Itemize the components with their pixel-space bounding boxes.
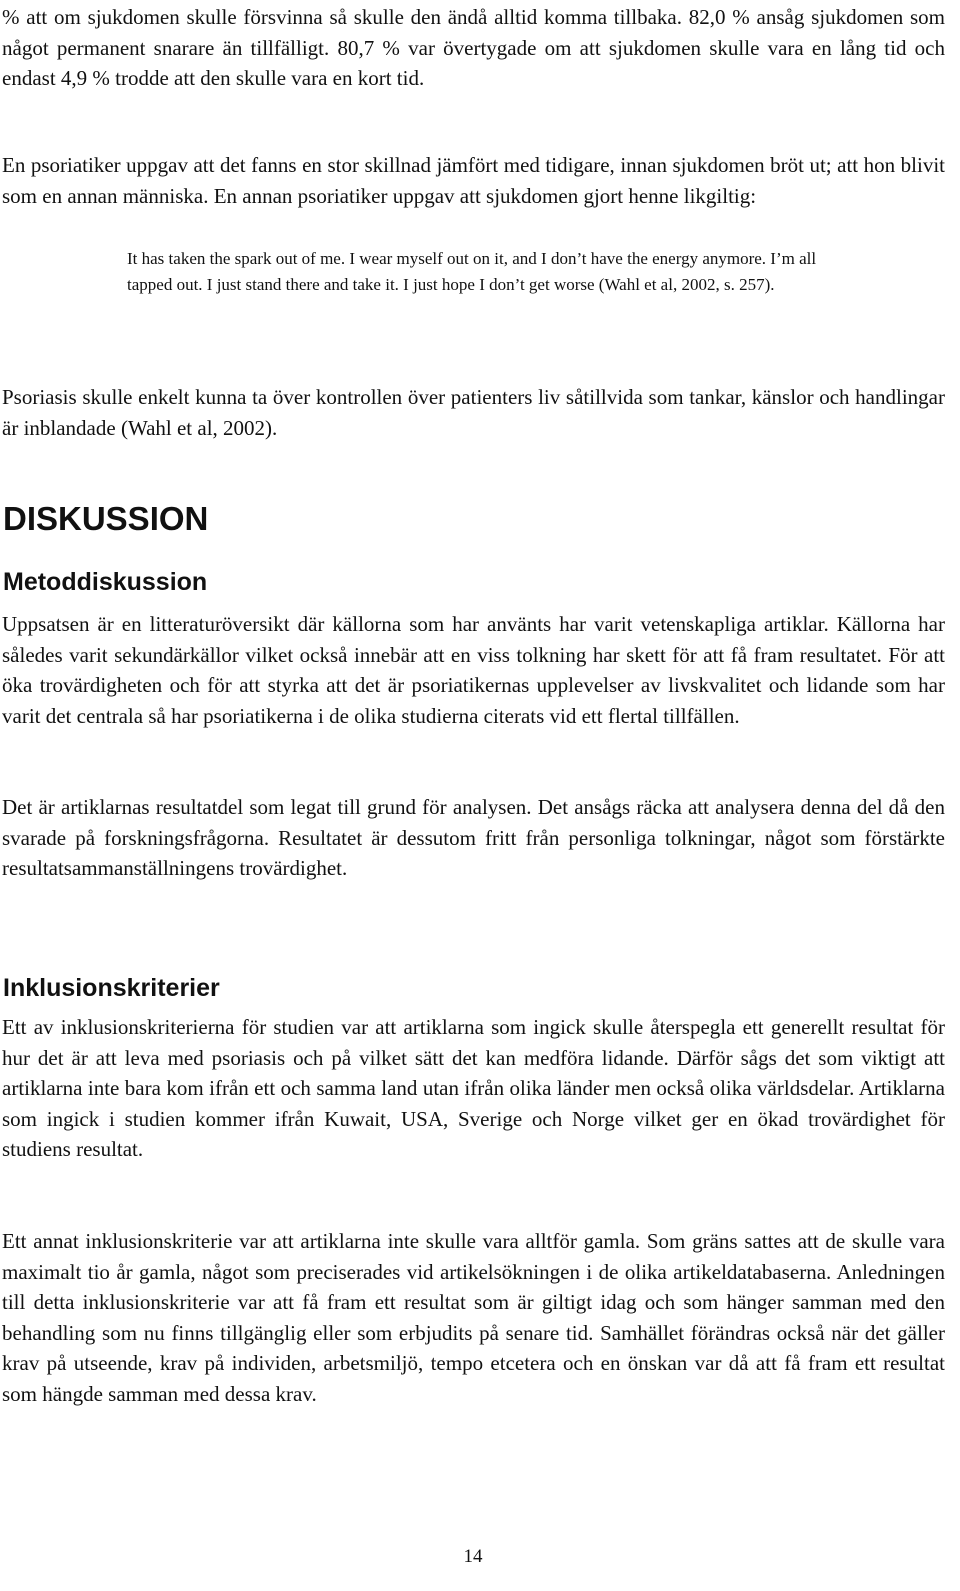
paragraph-results-analysis: Det är artiklarnas resultatdel som legat till grund för analysen. Det ansågs räcka att analysera denna del då den svarade på forskningsfrågorna. Resultatet är dessutom fritt från personliga tolkningar, något som förstärkte resultatsammanställningens trovärdighet. [2, 795, 945, 880]
page-number: 14 [463, 1546, 483, 1567]
paragraph-control: Psoriasis skulle enkelt kunna ta över kontrollen över patienters liv såtillvida som tankar, känslor och handlingar är inblandade (Wahl et al, 2002). [2, 385, 945, 440]
paragraph-inclusion-age: Ett annat inklusionskriterie var att artiklarna inte skulle vara alltför gamla. Som gräns sattes att de skulle vara maximalt tio år gamla, något som preciserades vid artikelsökningen i de olika artikeldatabaserna. Anledningen till detta inklusionskriterie var att få fram ett resultat som är giltigt idag och som hänger samman med den behandling som nu finns tillgänglig eller som erbjudits på senare tid. Samhället förändras också när det gäller krav på utseende, krav på individen, arbetsmiljö, tempo etcetera och en önskan var då att få fram ett resultat som hängde samman med dessa krav. [2, 1229, 945, 1406]
paragraph-literature-review: Uppsatsen är en litteraturöversikt där källorna som har använts har varit vetenskapliga artiklar. Källorna har således varit sekundärkällor vilket också innebär att en viss tolkning har skett för att få fram resultatet. För att öka trovärdigheten och för att styrka att det är psoriatikernas upplevelser av livskvalitet och lidande som har varit det centrala så har psoriatikerna i de olika studierna citerats vid ett flertal tillfällen. [2, 612, 945, 728]
paragraph-patient-experience: En psoriatiker uppgav att det fanns en stor skillnad jämfört med tidigare, innan sjukdomen bröt ut; att hon blivit som en annan människa. En annan psoriatiker uppgav att sjukdomen gjort henne likgiltig: [2, 153, 945, 208]
block-quote: It has taken the spark out of me. I wear myself out on it, and I don’t have the energy anymore. I’m all tapped out. I just stand there and take it. I just hope I don’t get worse (Wahl et al, 2002, s. 257). [127, 249, 817, 294]
paragraph-inclusion-general: Ett av inklusionskriterierna för studien var att artiklarna som ingick skulle återspegla ett generellt resultat för hur det är att leva med psoriasis och på vilket sätt det kan medföra lidande. Därför sågs det som viktigt att artiklarna inte bara kom ifrån ett och samma land utan ifrån olika länder men också olika världsdelar. Artiklarna som ingick i studien kommer ifrån Kuwait, USA, Sverige och Norge vilket ger en ökad trovärdighet för studiens resultat. [2, 1015, 945, 1161]
subheading-inclusion-criteria: Inklusionskriterier [3, 974, 220, 1002]
subheading-method-discussion: Metoddiskussion [3, 568, 208, 596]
paragraph-prevalence-stats: % att om sjukdomen skulle försvinna så skulle den ändå alltid komma tillbaka. 82,0 % ansåg sjukdomen som något permanent snarare än tillfälligt. 80,7 % var övertygade om att sjukdomen skulle vara en lång tid och endast 4,9 % trodde att den skulle vara en kort tid. [2, 5, 945, 90]
section-heading-discussion: DISKUSSION [3, 500, 209, 537]
